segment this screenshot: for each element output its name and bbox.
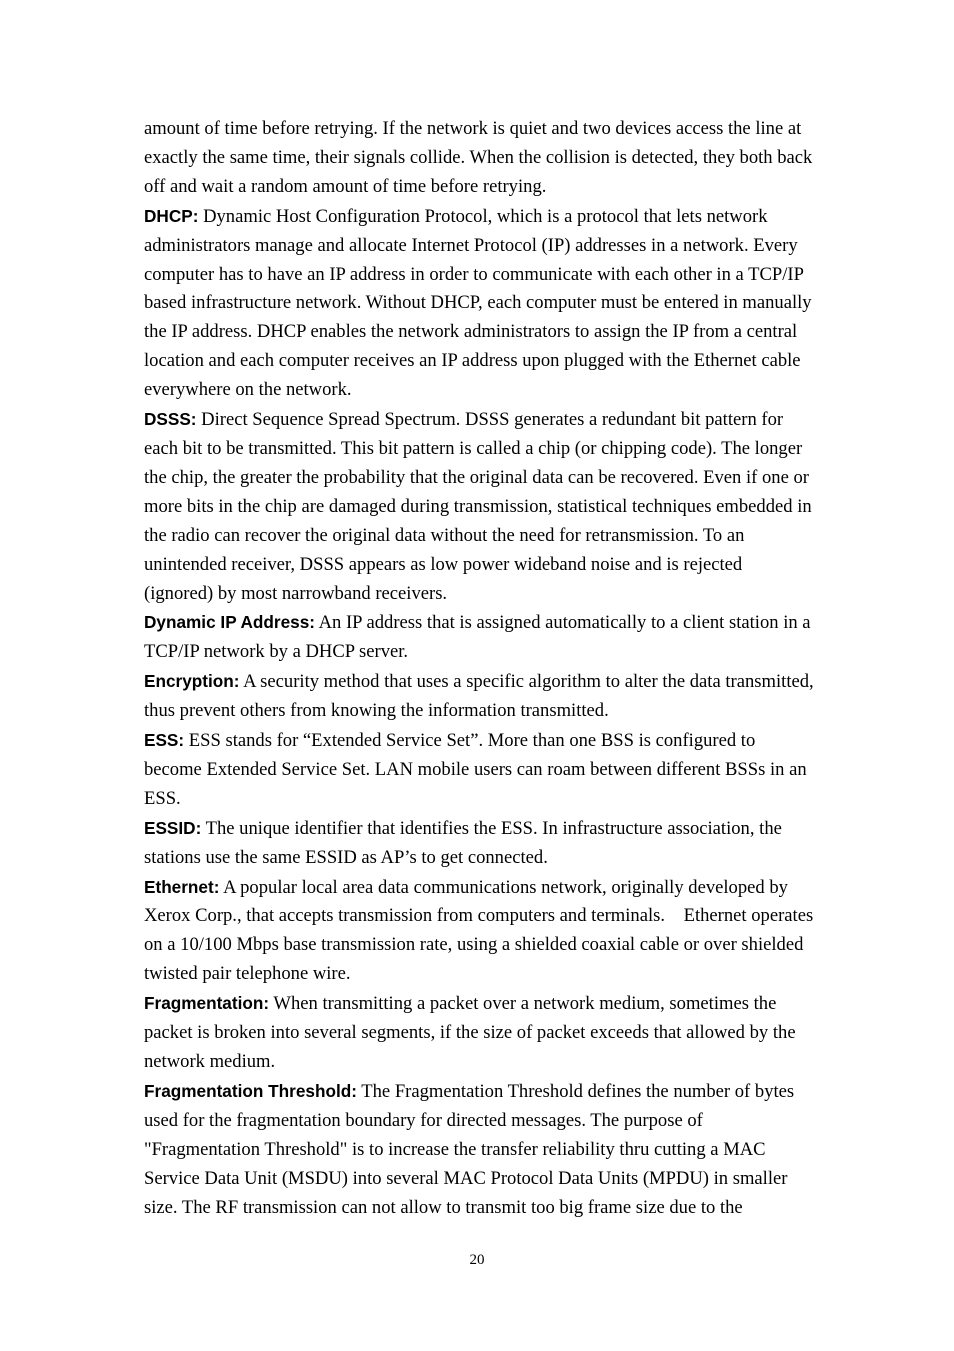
page-number: 20 — [469, 1252, 485, 1268]
glossary-entry-ess — [144, 726, 816, 814]
glossary-term: DSSS: — [144, 409, 197, 430]
glossary-term: DHCP: — [144, 205, 199, 226]
glossary-term: Encryption: — [144, 671, 240, 692]
glossary-entry-encryption — [144, 667, 816, 726]
glossary-entry-ethernet — [144, 873, 816, 990]
glossary-entry-fragmentation — [144, 989, 816, 1077]
glossary-definition: When transmitting a packet over a network medium, sometimes the packet is broken into several segments, if the size of packet exceeds that allowed by the network medium. — [144, 993, 796, 1072]
continuation-paragraph: amount of time before retrying. If the network is quiet and two devices access the line at exactly the same time, their signals collide. When the collision is detected, they both back off and wait a random amount of time before retrying. — [144, 118, 813, 197]
glossary-entry-dsss — [144, 405, 816, 608]
glossary-term: Fragmentation Threshold: — [144, 1080, 357, 1101]
glossary-definition: An IP address that is assigned automatically to a client station in a TCP/IP network by a DHCP server. — [144, 612, 811, 663]
glossary-definition: The unique identifier that identifies the ESS. In infrastructure association, the stations use the same ESSID as AP’s to get connected. — [144, 817, 782, 868]
glossary-definition: ESS stands for “Extended Service Set”. More than one BSS is configured to become Extended Service Set. LAN mobile users can roam between different BSSs in an ESS. — [144, 730, 807, 809]
glossary-definition: Dynamic Host Configuration Protocol, which is a protocol that lets network administrators manage and allocate Internet Protocol (IP) addresses in a network. Every computer has to have an IP address in order to communicate with each other in a TCP/IP based infrastructure network. Without DHCP, each computer must be entered in manually the IP address. DHCP enables the network administrators to assign the IP from a central location and each computer receives an IP address upon plugged with the Ethernet cable everywhere on the network. — [144, 205, 812, 401]
glossary-entry-dynamic-ip-address — [144, 608, 816, 667]
glossary-term: ESSID: — [144, 817, 202, 838]
glossary-definition: A security method that uses a specific algorithm to alter the data transmitted, thus prevent others from knowing the information transmitted. — [144, 671, 814, 722]
glossary-term: Dynamic IP Address: — [144, 612, 315, 633]
glossary-entry-fragmentation-threshold — [144, 1077, 816, 1223]
glossary-definition: Direct Sequence Spread Spectrum. DSSS generates a redundant bit pattern for each bit to be transmitted. This bit pattern is called a chip (or chipping code). The longer the chip, the greater the probability that the original data can be recovered. Even if one or more bits in the chip are damaged during transmission, statistical techniques embedded in the radio can recover the original data without the need for retransmission. To an unintended receiver, DSSS appears as low power wideband noise and is rejected (ignored) by most narrowband receivers. — [144, 409, 812, 604]
glossary-term: Ethernet: — [144, 876, 220, 897]
glossary-body — [144, 115, 816, 1222]
glossary-term: Fragmentation: — [144, 993, 270, 1014]
glossary-entry-dhcp — [144, 202, 816, 405]
glossary-entry-essid — [144, 814, 816, 873]
glossary-term: ESS: — [144, 730, 185, 751]
glossary-definition: A popular local area data communications network, originally developed by Xerox Corp., that accepts transmission from computers and terminals. Ethernet operates on a 10/100 Mbps base transmission rate, using a shielded coaxial cable or over shielded twisted pair telephone wire. — [144, 876, 818, 985]
glossary-definition: The Fragmentation Threshold defines the number of bytes used for the fragmentation boundary for directed messages. The purpose of "Fragmentation Threshold" is to increase the transfer reliability thru cutting a MAC Service Data Unit (MSDU) into several MAC Protocol Data Units (MPDU) in smaller size. The RF transmission can not allow to transmit too big frame size due to the — [144, 1080, 795, 1218]
